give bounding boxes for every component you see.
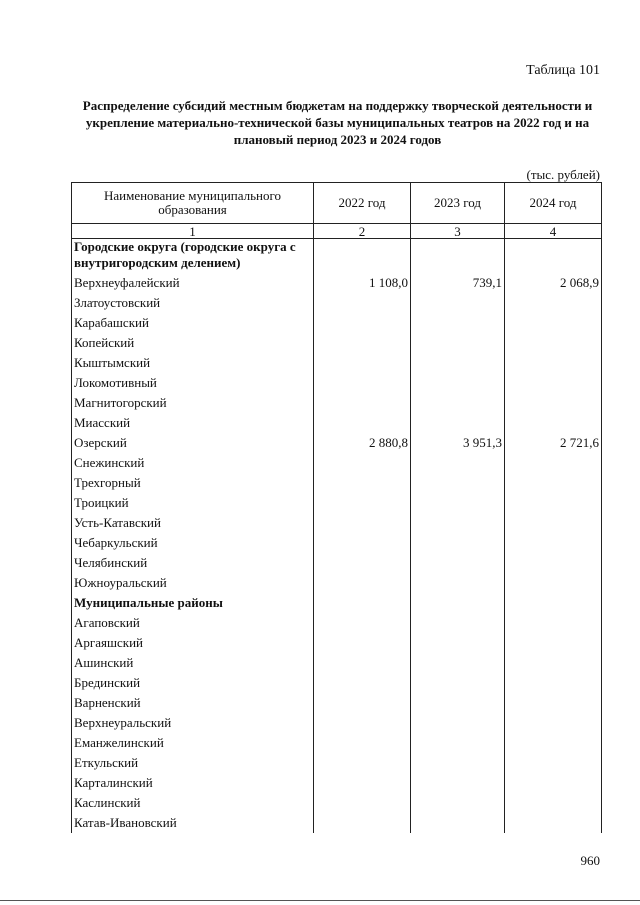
row-value-2024	[505, 293, 602, 313]
table-row	[72, 673, 602, 693]
page-number: 960	[580, 853, 600, 868]
row-name: Троицкий	[72, 493, 314, 513]
row-value-2022	[314, 573, 411, 593]
row-name: Еманжелинский	[72, 733, 314, 753]
row-value-2023	[411, 293, 505, 313]
table-row	[72, 393, 602, 413]
row-value-2024	[505, 713, 602, 733]
row-value-2024	[505, 513, 602, 533]
row-value-2024	[505, 353, 602, 373]
table-row	[72, 333, 602, 353]
table-row	[72, 513, 602, 533]
table-row	[72, 373, 602, 393]
table-row	[72, 733, 602, 753]
row-value-2024	[505, 393, 602, 413]
units-label: (тыс. рублей)	[526, 167, 600, 182]
row-value-2023	[411, 673, 505, 693]
row-value-2024	[505, 239, 602, 274]
row-value-2022	[314, 453, 411, 473]
row-value-2024	[505, 693, 602, 713]
row-name: Локомотивный	[72, 373, 314, 393]
row-value-2022	[314, 493, 411, 513]
row-value-2022	[314, 613, 411, 633]
table-row	[72, 693, 602, 713]
row-value-2024	[505, 573, 602, 593]
row-value-2023	[411, 373, 505, 393]
table-row	[72, 293, 602, 313]
header-name: Наименование муниципального образования	[72, 183, 314, 224]
header-2024: 2024 год	[505, 183, 602, 224]
row-value-2023	[411, 573, 505, 593]
row-value-2023	[411, 513, 505, 533]
row-value-2022	[314, 533, 411, 553]
row-name: Южноуральский	[72, 573, 314, 593]
row-value-2022	[314, 239, 411, 274]
table-row	[72, 713, 602, 733]
row-value-2024	[505, 553, 602, 573]
row-value-2022	[314, 373, 411, 393]
row-value-2022	[314, 473, 411, 493]
row-value-2022	[314, 353, 411, 373]
row-value-2023	[411, 473, 505, 493]
row-value-2024	[505, 453, 602, 473]
table-row	[72, 533, 602, 553]
table-row	[72, 653, 602, 673]
row-value-2023	[411, 553, 505, 573]
table-row	[72, 553, 602, 573]
col-number-2: 2	[314, 224, 411, 239]
row-value-2023	[411, 773, 505, 793]
row-value-2024	[505, 533, 602, 553]
row-name: Брединский	[72, 673, 314, 693]
row-value-2022	[314, 513, 411, 533]
table-body	[72, 239, 602, 834]
row-value-2023	[411, 453, 505, 473]
row-value-2022	[314, 293, 411, 313]
header-2022: 2022 год	[314, 183, 411, 224]
table-row	[72, 573, 602, 593]
row-value-2024	[505, 653, 602, 673]
row-name: Катав-Ивановский	[72, 813, 314, 833]
row-value-2022	[314, 713, 411, 733]
row-name: Аргаяшский	[72, 633, 314, 653]
row-value-2022	[314, 693, 411, 713]
row-name: Кыштымский	[72, 353, 314, 373]
row-value-2022	[314, 553, 411, 573]
table-row	[72, 353, 602, 373]
row-value-2024	[505, 313, 602, 333]
row-name: Озерский	[72, 433, 314, 453]
row-value-2023	[411, 613, 505, 633]
row-value-2024: 2 721,6	[505, 433, 602, 453]
row-value-2024: 2 068,9	[505, 273, 602, 293]
table-row	[72, 793, 602, 813]
row-value-2024	[505, 673, 602, 693]
row-value-2023	[411, 333, 505, 353]
row-value-2024	[505, 473, 602, 493]
table-row	[72, 413, 602, 433]
table-header	[72, 183, 602, 239]
row-value-2022	[314, 753, 411, 773]
row-value-2024	[505, 373, 602, 393]
row-value-2022	[314, 313, 411, 333]
row-name: Карабашский	[72, 313, 314, 333]
table-row	[72, 433, 602, 453]
row-name: Снежинский	[72, 453, 314, 473]
col-number-1: 1	[72, 224, 314, 239]
row-value-2023	[411, 813, 505, 833]
table-row	[72, 613, 602, 633]
row-name: Ашинский	[72, 653, 314, 673]
row-name: Магнитогорский	[72, 393, 314, 413]
table-section-row	[72, 239, 602, 274]
row-name: Верхнеуфалейский	[72, 273, 314, 293]
row-value-2023	[411, 793, 505, 813]
table-row	[72, 453, 602, 473]
table-row	[72, 493, 602, 513]
row-name: Копейский	[72, 333, 314, 353]
row-value-2022	[314, 413, 411, 433]
row-name: Муниципальные районы	[72, 593, 314, 613]
row-value-2023	[411, 753, 505, 773]
row-value-2024	[505, 613, 602, 633]
row-value-2024	[505, 773, 602, 793]
row-name: Варненский	[72, 693, 314, 713]
subsidy-table	[71, 182, 602, 833]
row-name: Миасский	[72, 413, 314, 433]
row-name: Городские округа (городские округа с внутригородским делением)	[72, 239, 314, 274]
row-value-2022	[314, 673, 411, 693]
row-value-2023: 739,1	[411, 273, 505, 293]
row-value-2024	[505, 333, 602, 353]
row-value-2022: 2 880,8	[314, 433, 411, 453]
row-value-2023	[411, 593, 505, 613]
table-row	[72, 473, 602, 493]
row-value-2023	[411, 653, 505, 673]
row-value-2024	[505, 593, 602, 613]
table-section-row	[72, 593, 602, 613]
row-value-2023	[411, 533, 505, 553]
col-number-4: 4	[505, 224, 602, 239]
bottom-rule	[0, 900, 640, 901]
row-name: Трехгорный	[72, 473, 314, 493]
row-name: Златоустовский	[72, 293, 314, 313]
row-value-2023	[411, 239, 505, 274]
row-value-2022	[314, 393, 411, 413]
row-value-2024	[505, 813, 602, 833]
row-value-2023	[411, 493, 505, 513]
col-number-3: 3	[411, 224, 505, 239]
row-value-2023	[411, 313, 505, 333]
table-row	[72, 813, 602, 833]
row-name: Челябинский	[72, 553, 314, 573]
row-value-2023	[411, 713, 505, 733]
row-value-2022	[314, 813, 411, 833]
row-value-2023	[411, 353, 505, 373]
row-name: Чебаркульский	[72, 533, 314, 553]
document-title: Распределение субсидий местным бюджетам на поддержку творческой деятельности и укрепление материально-технической базы муниципальных театров на 2022 год и на плановый период 2023 и 2024 годов	[82, 98, 593, 147]
row-value-2024	[505, 633, 602, 653]
table-row	[72, 633, 602, 653]
row-name: Каслинский	[72, 793, 314, 813]
row-value-2022	[314, 653, 411, 673]
row-value-2023: 3 951,3	[411, 433, 505, 453]
header-row	[72, 183, 602, 224]
row-value-2022	[314, 733, 411, 753]
row-value-2022	[314, 793, 411, 813]
row-value-2024	[505, 493, 602, 513]
table-row	[72, 273, 602, 293]
row-value-2024	[505, 793, 602, 813]
column-number-row	[72, 224, 602, 239]
table-row	[72, 773, 602, 793]
row-name: Еткульский	[72, 753, 314, 773]
row-name: Агаповский	[72, 613, 314, 633]
table-row	[72, 313, 602, 333]
row-value-2023	[411, 733, 505, 753]
row-value-2024	[505, 733, 602, 753]
row-value-2022	[314, 333, 411, 353]
row-value-2024	[505, 753, 602, 773]
row-name: Усть-Катавский	[72, 513, 314, 533]
row-value-2022	[314, 633, 411, 653]
row-value-2022: 1 108,0	[314, 273, 411, 293]
header-2023: 2023 год	[411, 183, 505, 224]
row-value-2022	[314, 593, 411, 613]
row-value-2023	[411, 693, 505, 713]
table-row	[72, 753, 602, 773]
table-label: Таблица 101	[526, 63, 600, 78]
row-name: Верхнеуральский	[72, 713, 314, 733]
row-value-2023	[411, 413, 505, 433]
row-value-2024	[505, 413, 602, 433]
row-value-2023	[411, 633, 505, 653]
row-value-2022	[314, 773, 411, 793]
row-value-2023	[411, 393, 505, 413]
row-name: Карталинский	[72, 773, 314, 793]
